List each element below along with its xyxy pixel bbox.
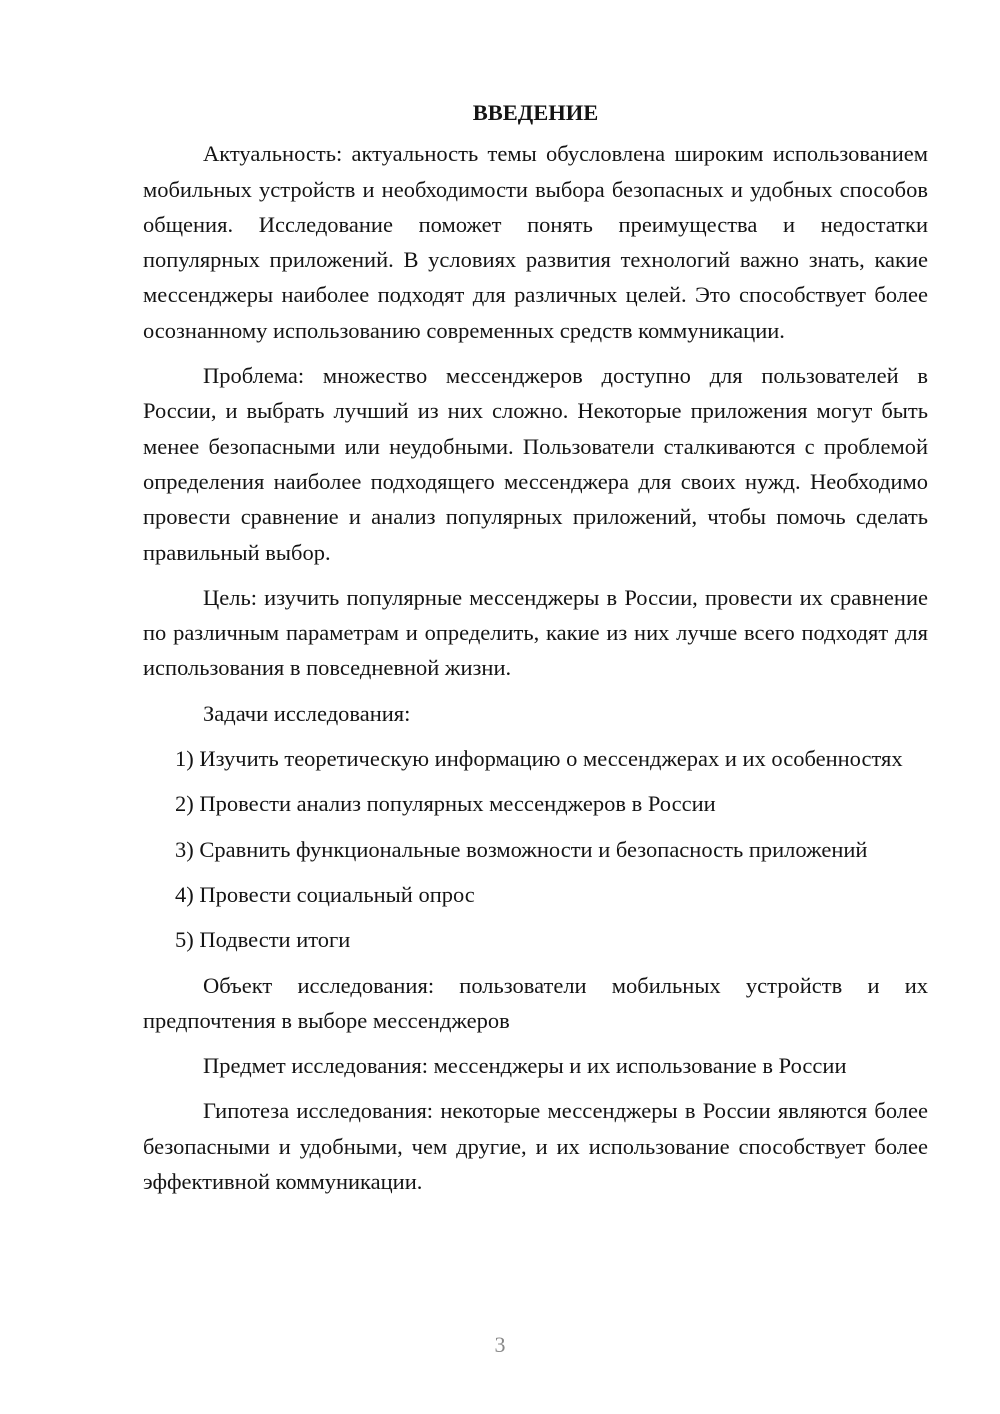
task-item-1: 1) Изучить теоретическую информацию о мессенджерах и их особенностях [175, 746, 903, 772]
page-number: 3 [494, 1332, 506, 1357]
task-item-4: 4) Провести социальный опрос [175, 881, 475, 907]
paragraph-problem: Проблема: множество мессенджеров доступно для пользователей в России, и выбрать лучший из них сложно. Некоторые приложения могут быть менее безопасными или неудобными. Пользователи сталкиваются с проблемой определения наиболее подходящего мессенджера для своих нужд. Необходимо провести сравнение и анализ популярных приложений, чтобы помочь сделать правильный выбор. [143, 363, 928, 565]
section-title: ВВЕДЕНИЕ [472, 100, 599, 125]
paragraph-object: Объект исследования: пользователи мобильных устройств и их предпочтения в выборе мессенджеров [143, 972, 928, 1033]
task-item-5: 5) Подвести итоги [175, 927, 351, 953]
page-content [143, 95, 928, 1209]
paragraph-goal: Цель: изучить популярные мессенджеры в России, провести их сравнение по различным параметрам и определить, какие из них лучше всего подходят для использования в повседневной жизни. [143, 584, 928, 681]
paragraph-relevance: Актуальность: актуальность темы обусловлена широким использованием мобильных устройств и необходимости выбора безопасных и удобных способов общения. Исследование поможет понять преимущества и недостатки популярных приложений. В условиях развития технологий важно знать, какие мессенджеры наиболее подходят для различных целей. Это способствует более осознанному использованию современных средств коммуникации. [143, 141, 928, 343]
paragraph-hypothesis: Гипотеза исследования: некоторые мессенджеры в России являются более безопасными и удобными, чем другие, и их использование способствует более эффективной коммуникации. [143, 1098, 928, 1195]
paragraph-subject: Предмет исследования: мессенджеры и их использование в России [203, 1053, 847, 1079]
task-item-3: 3) Сравнить функциональные возможности и безопасность приложений [175, 836, 868, 862]
task-item-2: 2) Провести анализ популярных мессенджеров в России [175, 791, 716, 817]
tasks-heading: Задачи исследования: [203, 700, 411, 726]
